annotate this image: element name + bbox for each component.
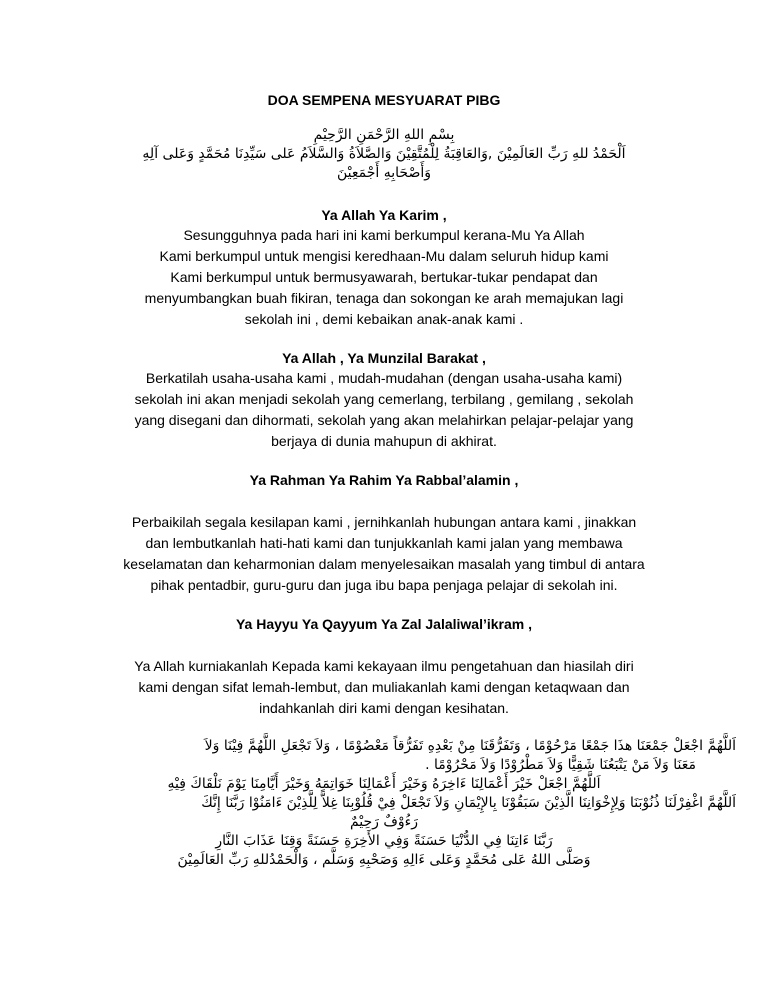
paragraph-line: indahkanlah diri kami dengan kesihatan. — [259, 700, 509, 716]
arabic-line: اَللَّهُمَّ اجْعَلْ جَمْعَنَا هذَا جَمْعًا مَرْحُوْمًا ، وَتَفَرُّقَنَا مِنْ بَعْدِهِ تَفَرُّقاً مَعْصُوْمًا ، وَلاَ تَجْعَلِ اللَّهُمَّ فِيْنَا وَلاَ — [204, 738, 736, 754]
arabic-line: رَءُوْفٌ رَحِيْمٌ — [349, 814, 419, 830]
paragraph-line: pihak pentadbir, guru-guru dan juga ibu bapa penjaga pelajar di sekolah ini. — [150, 577, 618, 593]
opening-arabic — [96, 126, 672, 183]
paragraph-line: yang disegani dan dihormati, sekolah yang akan melahirkan pelajar-pelajar yang — [134, 412, 634, 428]
arabic-line: وَأَصْحَابِهِ أَجْمَعِيْنَ — [337, 165, 431, 181]
section-heading: Ya Allah , Ya Munzilal Barakat , — [282, 350, 486, 366]
arabic-line: اَلْحَمْدُ للهِ رَبِّ العَالَمِيْنَ ,وَالعَاقِبَةُ لِلْمُتَّقِيْنَ وَالصَّلاَةُ وَالسَّلاَمُ عَلى سَيِّدِنَا مُحَمَّدٍ وَعَلى آلِهِ — [142, 146, 626, 162]
arabic-line: وَصَلَّى اللهُ عَلى مُحَمَّدٍ وَعَلى ءَالِهِ وَصَحْبِهِ وَسَلَّم ، وَالْحَمْدُللهِ رَبِّ العَالَمِيْنَ — [177, 852, 591, 868]
paragraph-line: keselamatan dan keharmonian dalam menyelesaikan masalah yang timbul di antara — [123, 556, 645, 572]
paragraph-line: Berkatilah usaha-usaha kami , mudah-mudahan (dengan usaha-usaha kami) — [145, 370, 623, 386]
paragraph-line: dan lembutkanlah hati-hati kami dan tunjukkanlah kami jalan yang membawa — [145, 535, 623, 551]
paragraph-line: Ya Allah kurniakanlah Kepada kami kekayaan ilmu pengetahuan dan hiasilah diri — [134, 658, 634, 674]
arabic-line: اَللَّهُمَّ اغْفِرْلَنَا ذُنُوْبَنَا وَلِإِخْوَانِنَا الَّذِيْنَ سَبَقُوْنَا بِالإِيْمَانِ وَلاَ تَجْعَلْ فِيْ قُلُوْبِنَا غِلاًّ لِلَّذِيْنَ ءَامَنُوْا رَبَّنَا إِنَّكَ — [201, 795, 736, 811]
paragraph-line: kami dengan sifat lemah-lembut, dan muliakanlah kami dengan ketaqwaan dan — [138, 679, 630, 695]
arabic-line: بِسْمِ اللهِ الرَّحْمَنِ الرَّحِيْمِ — [313, 127, 455, 143]
paragraph-line: Perbaikilah segala kesilapan kami , jernihkanlah hubungan antara kami , jinakkan — [131, 514, 637, 530]
paragraph-line: menyumbangkan buah fikiran, tenaga dan sokongan ke arah memajukan lagi — [144, 290, 624, 306]
arabic-line: رَبَّنَا ءَاتِنَا فِي الدُّنْيَا حَسَنَةً وَفِي الأَخِرَةِ حَسَنَةً وَقِنَا عَذَابَ النَّارِ — [215, 833, 553, 849]
paragraph-line: Kami berkumpul untuk mengisi keredhaan-Mu dalam seluruh hidup kami — [159, 248, 609, 264]
section-heading: Ya Hayyu Ya Qayyum Ya Zal Jalaliwal’ikram , — [235, 616, 532, 632]
paragraph-line: berjaya di dunia mahupun di akhirat. — [271, 433, 497, 449]
section-heading: Ya Rahman Ya Rahim Ya Rabbal’alamin , — [249, 472, 519, 488]
arabic-line: اَللَّهُمَّ اجْعَلْ خَيْرَ أَعْمَالِنَا ءَاخِرَهُ وَخَيْرَ أَعْمَالِنَا خَوَاتِمَهُ وَخَيْرَ أَيَّامِنَا يَوْمَ نَلْقَاكَ فِيْهِ — [167, 776, 601, 792]
paragraph-line: Sesungguhnya pada hari ini kami berkumpul kerana-Mu Ya Allah — [183, 227, 585, 243]
paragraph-line: sekolah ini , demi kebaikan anak-anak kami . — [244, 311, 524, 327]
arabic-line: مَعَنَا وَلاَ مَنْ يَتْبَعُنَا شَقِيًّا وَلاَ مَطْرُوْدًا وَلاَ مَحْرُوْمًا . — [425, 757, 696, 773]
prayer-section — [96, 205, 672, 330]
prayer-section — [96, 470, 672, 596]
section-heading: Ya Allah Ya Karim , — [321, 207, 447, 223]
paragraph-line: sekolah ini akan menjadi sekolah yang cemerlang, terbilang , gemilang , sekolah — [134, 391, 634, 407]
document-title: DOA SEMPENA MESYUARAT PIBG — [267, 92, 501, 108]
closing-arabic — [32, 737, 736, 870]
prayer-section — [96, 614, 672, 719]
paragraph-line: Kami berkumpul untuk bermusyawarah, bertukar-tukar pendapat dan — [170, 269, 598, 285]
prayer-section — [96, 348, 672, 452]
